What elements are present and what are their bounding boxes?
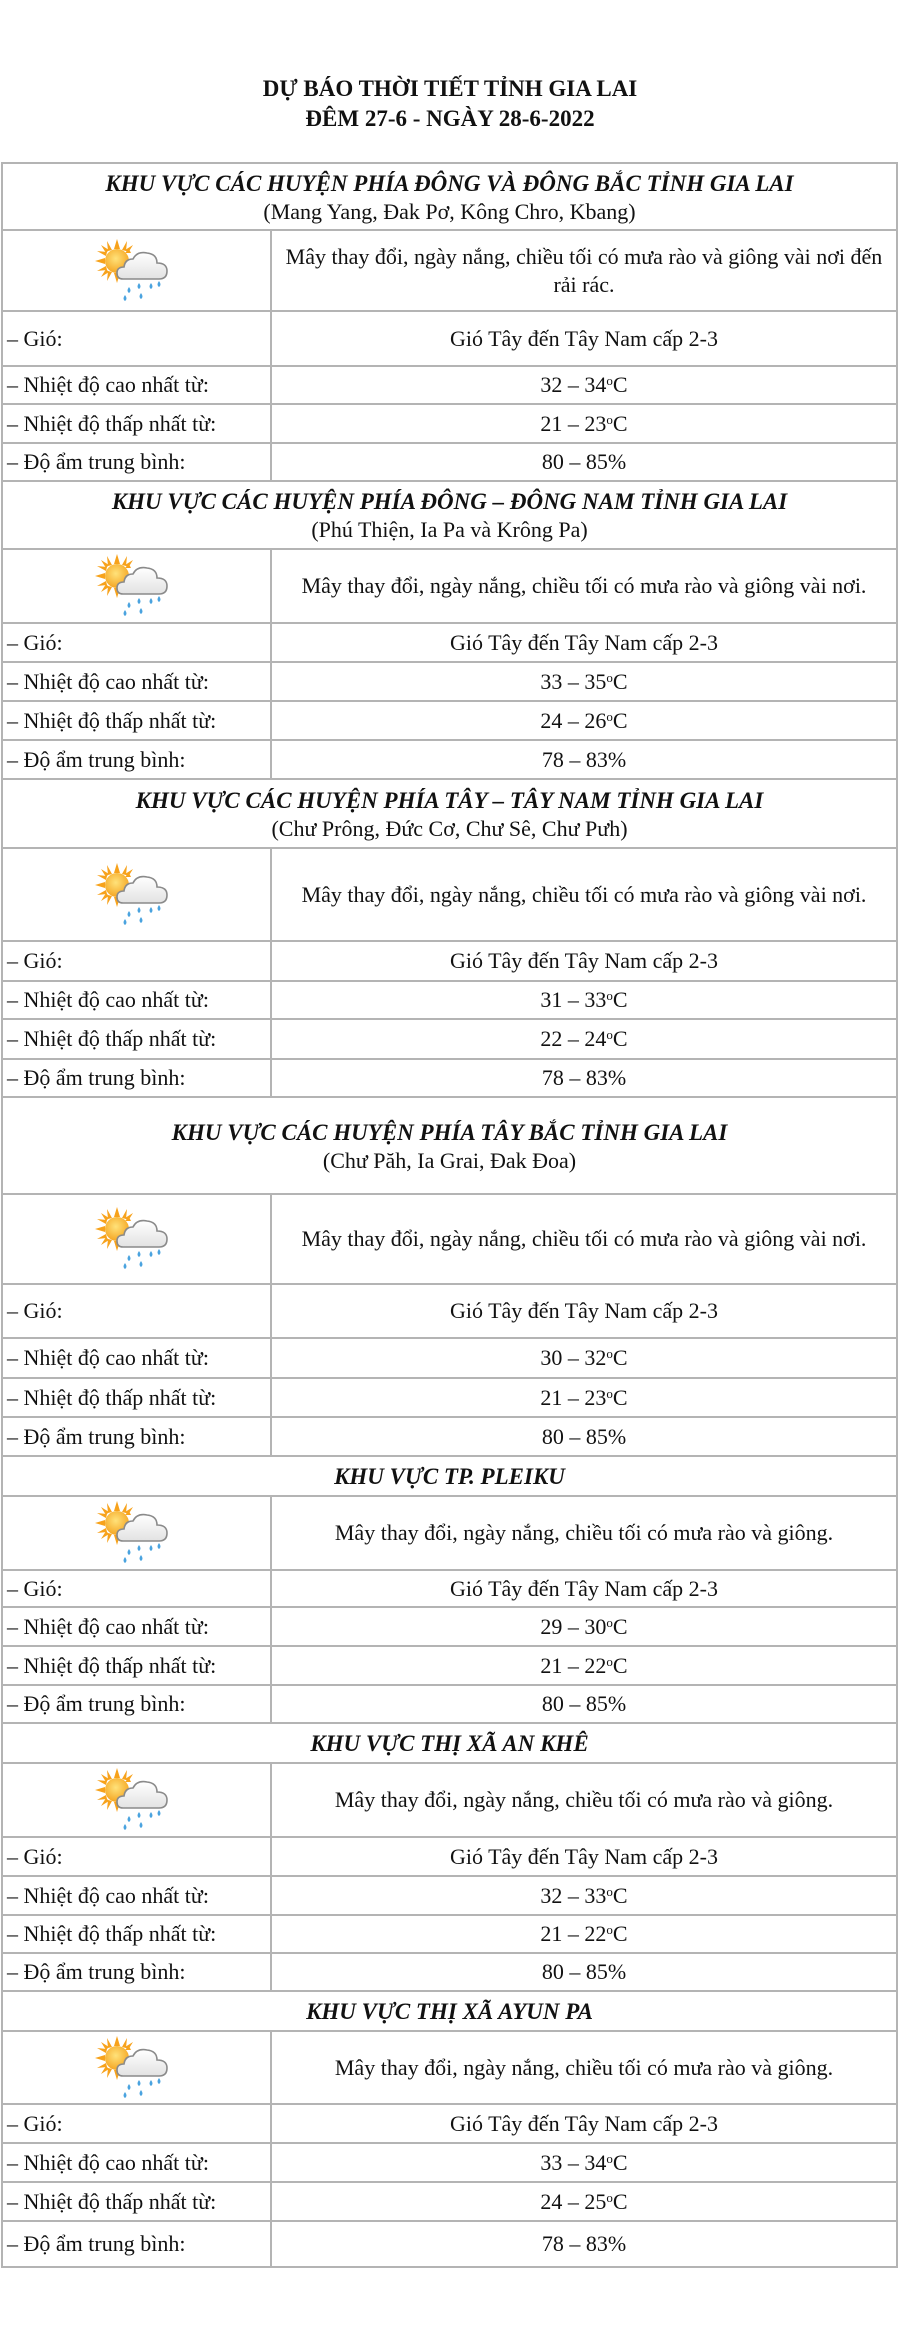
min-temp-range: 24 – 25 [540, 2188, 607, 2214]
forecast-table [1, 162, 898, 2268]
max-temp-row [2, 1607, 897, 1646]
wind-row [2, 941, 897, 981]
humidity-label: – Độ ẩm trung bình: [2, 740, 271, 779]
min-temp-row [2, 404, 897, 443]
degree-sign: o [606, 2189, 613, 2205]
min-temp-row [2, 1646, 897, 1685]
min-temp-row [2, 1915, 897, 1953]
min-temp-row [2, 2182, 897, 2221]
weather-icon-cell [2, 1194, 271, 1284]
humidity-label: – Độ ẩm trung bình: [2, 2221, 271, 2267]
max-temp-label: – Nhiệt độ cao nhất từ: [2, 1607, 271, 1646]
min-temp-label: – Nhiệt độ thấp nhất từ: [2, 701, 271, 740]
wind-value: Gió Tây đến Tây Nam cấp 2-3 [271, 311, 897, 366]
celsius-unit: C [612, 1882, 628, 1908]
region-title: KHU VỰC CÁC HUYỆN PHÍA ĐÔNG VÀ ĐÔNG BẮC TỈNH GIA LAI [105, 170, 794, 196]
weather-description: Mây thay đổi, ngày nắng, chiều tối có mưa rào và giông vài nơi đến rải rác. [271, 230, 897, 311]
celsius-unit: C [612, 2149, 628, 2175]
sun-cloud-rain-icon [95, 2036, 179, 2100]
min-temp-label: – Nhiệt độ thấp nhất từ: [2, 1019, 271, 1059]
sun-cloud-rain-icon [95, 1768, 179, 1832]
sun-cloud-rain-icon [95, 239, 179, 303]
wind-value: Gió Tây đến Tây Nam cấp 2-3 [271, 2104, 897, 2143]
max-temp-row [2, 1338, 897, 1378]
region-districts: (Chư Prông, Đức Cơ, Chư Sê, Chư Pưh) [271, 815, 628, 841]
celsius-unit: C [612, 668, 628, 694]
degree-sign: o [606, 1027, 613, 1042]
sun-cloud-rain-icon [95, 554, 179, 618]
weather-summary-row [2, 549, 897, 623]
celsius-unit: C [612, 410, 628, 436]
wind-row [2, 623, 897, 662]
min-temp-label: – Nhiệt độ thấp nhất từ: [2, 1915, 271, 1953]
min-temp-label: – Nhiệt độ thấp nhất từ: [2, 1646, 271, 1685]
humidity-value: 78 – 83% [271, 2221, 897, 2267]
humidity-value: 78 – 83% [271, 740, 897, 779]
min-temp-value [271, 1378, 897, 1417]
sun-cloud-rain-icon [95, 863, 179, 927]
min-temp-value [271, 1646, 897, 1685]
humidity-row [2, 443, 897, 481]
degree-sign: o [606, 708, 613, 724]
min-temp-range: 21 – 23 [540, 1384, 607, 1410]
section-header-row [2, 481, 897, 549]
wind-label: – Gió: [2, 941, 271, 981]
region-title: KHU VỰC CÁC HUYỆN PHÍA TÂY – TÂY NAM TỈNH GIA LAI [135, 787, 764, 813]
humidity-value: 80 – 85% [271, 1685, 897, 1723]
title-line-2: ĐÊM 27-6 - NGÀY 28-6-2022 [305, 106, 595, 131]
min-temp-value [271, 404, 897, 443]
min-temp-value [271, 1915, 897, 1953]
degree-sign: o [606, 1614, 613, 1630]
region-title: KHU VỰC CÁC HUYỆN PHÍA ĐÔNG – ĐÔNG NAM TỈNH GIA LAI [111, 489, 788, 514]
weather-summary-row [2, 1496, 897, 1570]
sun-cloud-rain-icon [95, 1501, 179, 1565]
min-temp-label: – Nhiệt độ thấp nhất từ: [2, 2182, 271, 2221]
max-temp-range: 30 – 32 [540, 1345, 607, 1370]
max-temp-range: 33 – 35 [540, 668, 607, 694]
weather-summary-row [2, 1763, 897, 1837]
wind-row [2, 1837, 897, 1876]
degree-sign: o [606, 1922, 613, 1937]
humidity-value: 78 – 83% [271, 1059, 897, 1097]
weather-summary-row [2, 1194, 897, 1284]
section-header [2, 779, 897, 848]
max-temp-row [2, 2143, 897, 2182]
humidity-label: – Độ ẩm trung bình: [2, 1953, 271, 1991]
section-header [2, 163, 897, 230]
degree-sign: o [606, 1346, 613, 1361]
wind-value: Gió Tây đến Tây Nam cấp 2-3 [271, 623, 897, 662]
max-temp-value [271, 1338, 897, 1378]
max-temp-value [271, 1876, 897, 1915]
humidity-label: – Độ ẩm trung bình: [2, 1417, 271, 1456]
wind-row [2, 2104, 897, 2143]
wind-row [2, 1284, 897, 1338]
min-temp-value [271, 701, 897, 740]
humidity-value: 80 – 85% [271, 1953, 897, 1991]
humidity-row [2, 2221, 897, 2267]
region-districts: (Phú Thiện, Ia Pa và Krông Pa) [311, 517, 588, 542]
wind-label: – Gió: [2, 2104, 271, 2143]
section-header [2, 481, 897, 549]
weather-description: Mây thay đổi, ngày nắng, chiều tối có mưa rào và giông vài nơi. [271, 1194, 897, 1284]
weather-icon-cell [2, 230, 271, 311]
title-line-1: DỰ BÁO THỜI TIẾT TỈNH GIA LAI [262, 76, 638, 101]
max-temp-range: 31 – 33 [540, 987, 607, 1012]
max-temp-value [271, 662, 897, 701]
weather-icon-cell [2, 1763, 271, 1837]
weather-description: Mây thay đổi, ngày nắng, chiều tối có mưa rào và giông vài nơi. [271, 549, 897, 623]
region-districts: (Chư Păh, Ia Grai, Đak Đoa) [322, 1147, 577, 1173]
section-header [2, 1991, 897, 2031]
max-temp-range: 32 – 33 [540, 1882, 607, 1908]
region-title: KHU VỰC TP. PLEIKU [334, 1463, 565, 1489]
max-temp-row [2, 1876, 897, 1915]
min-temp-row [2, 1019, 897, 1059]
min-temp-range: 21 – 22 [540, 1652, 607, 1678]
min-temp-range: 21 – 23 [540, 410, 607, 436]
min-temp-label: – Nhiệt độ thấp nhất từ: [2, 404, 271, 443]
degree-sign: o [606, 2150, 613, 2166]
wind-row [2, 311, 897, 366]
celsius-unit: C [612, 1613, 628, 1639]
degree-sign: o [606, 988, 613, 1003]
section-header-row [2, 1456, 897, 1496]
humidity-row [2, 1685, 897, 1723]
celsius-unit: C [612, 2188, 628, 2214]
weather-icon-cell [2, 848, 271, 941]
wind-label: – Gió: [2, 1570, 271, 1607]
section-header [2, 1456, 897, 1496]
max-temp-row [2, 981, 897, 1019]
weather-summary-row [2, 848, 897, 941]
wind-value: Gió Tây đến Tây Nam cấp 2-3 [271, 941, 897, 981]
humidity-label: – Độ ẩm trung bình: [2, 1685, 271, 1723]
celsius-unit: C [612, 1921, 628, 1946]
humidity-row [2, 1059, 897, 1097]
max-temp-row [2, 366, 897, 404]
max-temp-label: – Nhiệt độ cao nhất từ: [2, 1876, 271, 1915]
humidity-row [2, 740, 897, 779]
max-temp-range: 33 – 34 [540, 2149, 607, 2175]
min-temp-range: 22 – 24 [540, 1026, 607, 1051]
min-temp-value [271, 1019, 897, 1059]
humidity-value: 80 – 85% [271, 443, 897, 481]
humidity-label: – Độ ẩm trung bình: [2, 443, 271, 481]
degree-sign: o [606, 1385, 613, 1401]
weather-summary-row [2, 230, 897, 311]
max-temp-label: – Nhiệt độ cao nhất từ: [2, 366, 271, 404]
region-title: KHU VỰC CÁC HUYỆN PHÍA TÂY BẮC TỈNH GIA LAI [171, 1119, 728, 1145]
max-temp-row [2, 662, 897, 701]
min-temp-range: 24 – 26 [540, 707, 607, 733]
celsius-unit: C [612, 707, 628, 733]
min-temp-row [2, 1378, 897, 1417]
max-temp-label: – Nhiệt độ cao nhất từ: [2, 1338, 271, 1378]
degree-sign: o [606, 411, 613, 427]
humidity-value: 80 – 85% [271, 1417, 897, 1456]
degree-sign: o [606, 373, 613, 388]
weather-summary-row [2, 2031, 897, 2104]
degree-sign: o [606, 1883, 613, 1899]
rain-drops [123, 1810, 160, 1830]
wind-value: Gió Tây đến Tây Nam cấp 2-3 [271, 1570, 897, 1607]
weather-icon-cell [2, 549, 271, 623]
max-temp-value [271, 1607, 897, 1646]
sun-cloud-rain-icon [95, 1207, 179, 1271]
weather-description: Mây thay đổi, ngày nắng, chiều tối có mưa rào và giông. [271, 2031, 897, 2104]
rain-drops [123, 1543, 160, 1563]
weather-description: Mây thay đổi, ngày nắng, chiều tối có mưa rào và giông vài nơi. [271, 848, 897, 941]
wind-label: – Gió: [2, 1837, 271, 1876]
section-header [2, 1723, 897, 1763]
celsius-unit: C [612, 372, 628, 397]
section-header-row [2, 163, 897, 230]
min-temp-range: 21 – 22 [540, 1921, 607, 1946]
section-header [2, 1097, 897, 1194]
page-title [0, 74, 900, 134]
max-temp-label: – Nhiệt độ cao nhất từ: [2, 981, 271, 1019]
rain-drops [123, 596, 160, 616]
min-temp-row [2, 701, 897, 740]
celsius-unit: C [612, 1026, 628, 1051]
celsius-unit: C [612, 1652, 628, 1678]
wind-value: Gió Tây đến Tây Nam cấp 2-3 [271, 1837, 897, 1876]
wind-label: – Gió: [2, 311, 271, 366]
min-temp-value [271, 2182, 897, 2221]
rain-drops [123, 1249, 160, 1269]
weather-description: Mây thay đổi, ngày nắng, chiều tối có mưa rào và giông. [271, 1496, 897, 1570]
section-header-row [2, 1723, 897, 1763]
region-title: KHU VỰC THỊ XÃ AN KHÊ [310, 1730, 589, 1756]
max-temp-value [271, 366, 897, 404]
rain-drops [123, 2078, 160, 2098]
max-temp-label: – Nhiệt độ cao nhất từ: [2, 662, 271, 701]
humidity-row [2, 1953, 897, 1991]
wind-value: Gió Tây đến Tây Nam cấp 2-3 [271, 1284, 897, 1338]
min-temp-label: – Nhiệt độ thấp nhất từ: [2, 1378, 271, 1417]
weather-icon-cell [2, 1496, 271, 1570]
humidity-row [2, 1417, 897, 1456]
section-header-row [2, 779, 897, 848]
degree-sign: o [606, 1653, 613, 1669]
celsius-unit: C [612, 987, 628, 1012]
section-header-row [2, 1991, 897, 2031]
max-temp-value [271, 2143, 897, 2182]
max-temp-range: 29 – 30 [540, 1613, 607, 1639]
celsius-unit: C [612, 1345, 628, 1370]
weather-icon-cell [2, 2031, 271, 2104]
wind-label: – Gió: [2, 1284, 271, 1338]
max-temp-value [271, 981, 897, 1019]
humidity-label: – Độ ẩm trung bình: [2, 1059, 271, 1097]
region-districts: (Mang Yang, Đak Pơ, Kông Chro, Kbang) [263, 198, 636, 224]
degree-sign: o [606, 669, 613, 685]
region-title: KHU VỰC THỊ XÃ AYUN PA [306, 1998, 593, 2024]
weather-description: Mây thay đổi, ngày nắng, chiều tối có mưa rào và giông. [271, 1763, 897, 1837]
wind-row [2, 1570, 897, 1607]
max-temp-range: 32 – 34 [540, 372, 607, 397]
rain-drops [123, 905, 160, 925]
wind-label: – Gió: [2, 623, 271, 662]
section-header-row [2, 1097, 897, 1194]
celsius-unit: C [612, 1384, 628, 1410]
max-temp-label: – Nhiệt độ cao nhất từ: [2, 2143, 271, 2182]
rain-drops [123, 281, 160, 301]
